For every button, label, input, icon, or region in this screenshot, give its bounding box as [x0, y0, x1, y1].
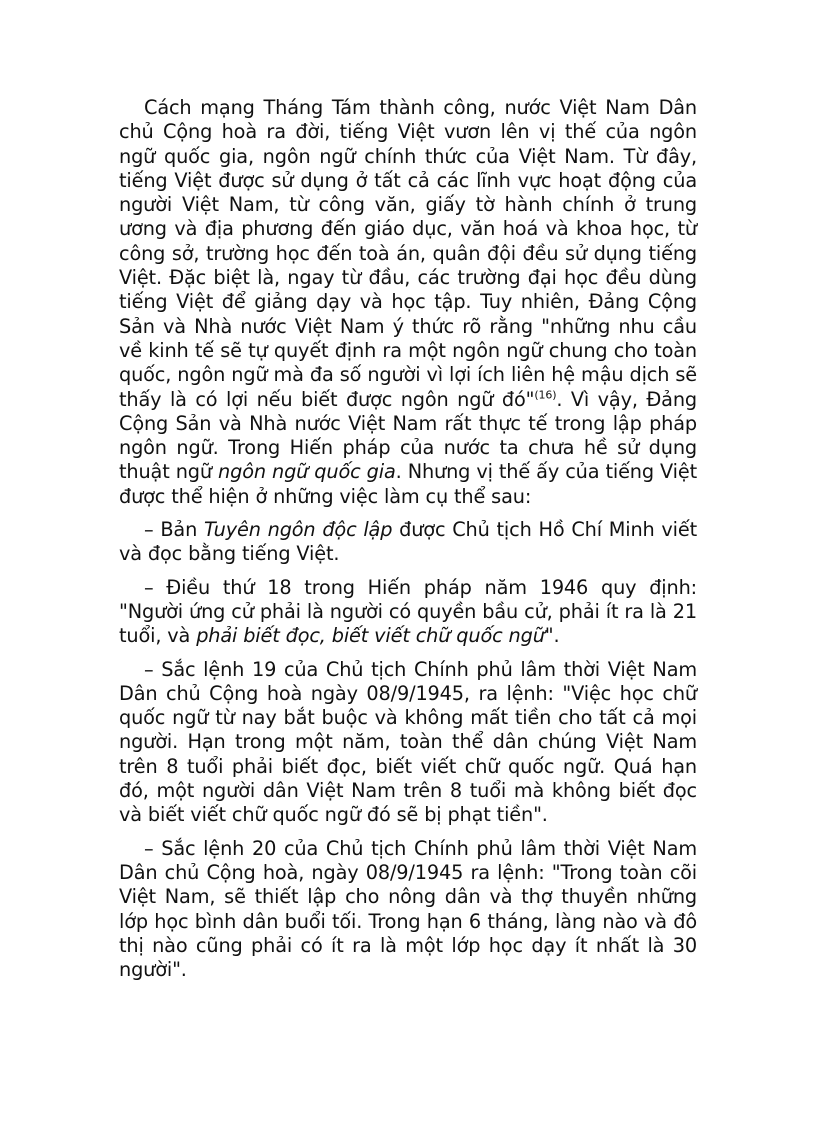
body-text	[119, 96, 697, 982]
text-run: được Chủ tịch Hồ Chí Minh viết và đọc bằng tiếng Việt.	[119, 518, 698, 566]
paragraph	[119, 837, 697, 983]
text-run: Cách mạng Tháng Tám thành công, nước Việt Nam Dân chủ Cộng hoà ra đời, tiếng Việt vươn lên vị thế của ngôn ngữ quốc gia, ngôn ngữ chính thức của Việt Nam. Từ đây, tiếng Việt được sử dụng ở tất cả các lĩnh vực hoạt động của người Việt Nam, từ công văn, giấy tờ hành chính ở trung ương và địa phương đến giáo dục, văn hoá và khoa học, từ công sở, trường học đến toà án, quân đội đều sử dụng tiếng Việt. Đặc biệt là, ngay từ đầu, các trường đại học đều dùng tiếng Việt để giảng dạy và học tập. Tuy nhiên, Đảng Cộng Sản và Nhà nước Việt Nam ý thức rõ rằng "những nhu cầu về kinh tế sẽ tự quyết định ra một ngôn ngữ chung cho toàn quốc, ngôn ngữ mà đa số người vì lợi ích liên hệ mậu dịch sẽ thấy là có lợi nếu biết được ngôn ngữ đó"	[119, 96, 697, 411]
footnote-reference: (16)	[534, 388, 557, 402]
text-run: – Sắc lệnh 20 của Chủ tịch Chính phủ lâm thời Việt Nam Dân chủ Cộng hoà, ngày 08/9/1945 ra lệnh: "Trong toàn cõi Việt Nam, sẽ thiết lập cho nông dân và thợ thuyền những lớp học bình dân buổi tối. Trong hạn 6 tháng, làng nào và đô thị nào cũng phải có ít ra là một lớp học dạy ít nhất là 30 người".	[119, 836, 697, 982]
italic-text: Tuyên ngôn độc lập	[203, 518, 393, 542]
italic-text: ngôn ngữ quốc gia	[218, 460, 396, 484]
text-run: – Bản	[144, 518, 204, 542]
text-run: – Sắc lệnh 19 của Chủ tịch Chính phủ lâm thời Việt Nam Dân chủ Cộng hoà ngày 08/9/1945, ra lệnh: "Việc học chữ quốc ngữ từ nay bắt buộc và không mất tiền cho tất cả mọi người. Hạn trong một năm, toàn thể dân chúng Việt Nam trên 8 tuổi phải biết đọc, biết viết chữ quốc ngữ. Quá hạn đó, một người dân Việt Nam trên 8 tuổi mà không biết đọc và biết viết chữ quốc ngữ đó sẽ bị phạt tiền".	[119, 657, 697, 827]
text-run: . Vì vậy, Đảng Cộng Sản và Nhà nước Việt Nam rất thực tế trong lập pháp ngôn ngữ. Trong Hiến pháp của nước ta chưa hề sử dụng thuật ngữ	[119, 387, 697, 484]
paragraph	[119, 96, 697, 509]
paragraph	[119, 658, 697, 828]
text-run: – Điều thứ 18 trong Hiến pháp năm 1946 quy định: "Người ứng cử phải là người có quyền bầu cử, phải ít ra là 21 tuổi, và	[119, 575, 697, 648]
text-run: . Nhưng vị thế ấy của tiếng Việt được thể hiện ở những việc làm cụ thể sau:	[119, 460, 697, 508]
paragraph	[119, 576, 697, 649]
italic-text: phải biết đọc, biết viết chữ quốc ngữ	[196, 624, 545, 648]
text-run: ".	[544, 624, 560, 648]
paragraph	[119, 518, 697, 567]
